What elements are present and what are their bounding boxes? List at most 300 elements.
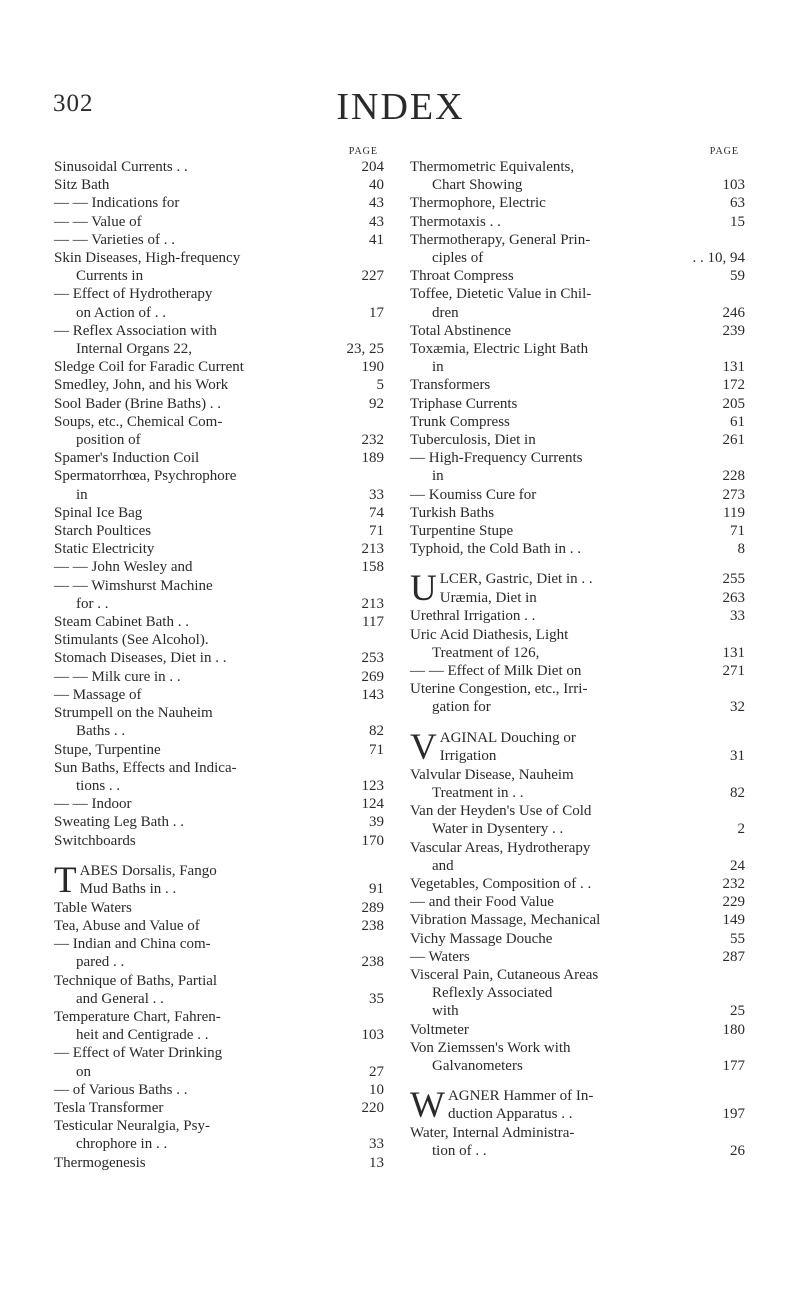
- entry-page: . . 10, 94: [692, 250, 745, 267]
- index-entry: [410, 698, 745, 716]
- entry-page: 31: [730, 747, 745, 764]
- entry-text: Thermogenesis: [54, 1154, 146, 1171]
- index-entry: [54, 795, 384, 813]
- entry-page: 39: [369, 814, 384, 831]
- entry-text: Soups, etc., Chemical Com-: [54, 413, 223, 430]
- drop-cap: U: [410, 570, 437, 608]
- entry-text: Sledge Coil for Faradic Current: [54, 359, 244, 376]
- index-entry: [54, 1099, 384, 1117]
- index-entry: [410, 267, 745, 285]
- entry-page: 40: [369, 177, 384, 194]
- entry-text: Valvular Disease, Nauheim: [410, 766, 574, 783]
- entry-text: Toxæmia, Electric Light Bath: [410, 341, 589, 358]
- entry-page: 124: [361, 796, 384, 813]
- index-entry: [410, 522, 745, 540]
- entry-page: 55: [730, 930, 745, 947]
- entry-page: 43: [369, 213, 384, 230]
- entry-text: tion of . .: [432, 1143, 487, 1160]
- index-entry: [54, 467, 384, 485]
- index-entry: [410, 802, 745, 820]
- entry-page: 43: [369, 195, 384, 212]
- entry-page: 232: [361, 432, 384, 449]
- entry-page: 117: [362, 614, 384, 631]
- entry-page: 170: [361, 832, 384, 849]
- index-entry: [410, 322, 745, 340]
- index-entry: [54, 358, 384, 376]
- entry-text: Sweating Leg Bath . .: [54, 814, 184, 831]
- index-entry: [410, 413, 745, 431]
- index-entry: [410, 930, 745, 948]
- entry-text: and: [432, 857, 454, 874]
- index-entry: [54, 540, 384, 558]
- entry-page: 213: [361, 541, 384, 558]
- entry-text: Stomach Diseases, Diet in . .: [54, 650, 227, 667]
- entry-text: Vibration Massage, Mechanical: [410, 912, 601, 929]
- lettered-section: [410, 1087, 745, 1124]
- lettered-section: [54, 862, 384, 899]
- index-entry: [54, 990, 384, 1008]
- entry-text: Tesla Transformer: [54, 1099, 164, 1116]
- entry-page: 229: [722, 894, 745, 911]
- index-entry: [54, 249, 384, 267]
- entry-page: 239: [722, 322, 745, 339]
- index-entry: [54, 613, 384, 631]
- entry-text: — Waters: [410, 948, 470, 965]
- entry-page: 13: [369, 1154, 384, 1171]
- entry-page: 10: [369, 1081, 384, 1098]
- entry-text: — Effect of Hydrotherapy: [54, 286, 213, 303]
- drop-cap: T: [54, 861, 77, 899]
- entry-text: — Massage of: [54, 686, 142, 703]
- entry-page: 227: [361, 268, 384, 285]
- entry-page: 172: [722, 377, 745, 394]
- entry-text: Thermotaxis . .: [410, 213, 501, 230]
- index-entry: [54, 741, 384, 759]
- entry-text: AGINAL Douching or: [439, 729, 576, 746]
- entry-text: Strumpell on the Nauheim: [54, 705, 213, 722]
- index-entry: [410, 395, 745, 413]
- drop-cap-lines: [80, 862, 384, 898]
- entry-text: Chart Showing: [432, 177, 523, 194]
- section-lines: [54, 899, 384, 1172]
- entry-text: Spermatorrhœa, Psychrophore: [54, 468, 237, 485]
- entry-text: Skin Diseases, High-frequency: [54, 250, 241, 267]
- entry-page: 32: [730, 699, 745, 716]
- entry-text: — — Indoor: [54, 796, 132, 813]
- entry-text: — Reflex Association with: [54, 322, 217, 339]
- index-entry: [440, 729, 745, 747]
- entry-text: in: [432, 359, 444, 376]
- index-entry: [54, 899, 384, 917]
- entry-text: — — John Wesley and: [54, 559, 193, 576]
- index-entry: [410, 1021, 745, 1039]
- entry-text: Typhoid, the Cold Bath in . .: [410, 541, 582, 558]
- index-entry: [410, 285, 745, 303]
- entry-text: LCER, Gastric, Diet in . .: [439, 571, 593, 588]
- drop-cap: V: [410, 728, 437, 766]
- entry-text: — Koumiss Cure for: [410, 486, 537, 503]
- entry-page: 131: [722, 644, 745, 661]
- entry-text: and General . .: [76, 990, 164, 1007]
- entry-page: 204: [361, 159, 384, 175]
- index-entry: [54, 972, 384, 990]
- entry-page: 253: [361, 650, 384, 667]
- entry-text: AGNER Hammer of In-: [447, 1088, 594, 1105]
- entry-text: — Effect of Water Drinking: [54, 1045, 223, 1062]
- entry-text: Uræmia, Diet in: [439, 589, 537, 606]
- section-lines: [410, 1124, 745, 1160]
- entry-text: Visceral Pain, Cutaneous Areas: [410, 966, 599, 983]
- entry-page: 5: [376, 377, 384, 394]
- entry-text: Toffee, Dietetic Value in Chil-: [410, 286, 592, 303]
- entry-text: Water, Internal Administra-: [410, 1125, 575, 1142]
- entry-page: 190: [361, 359, 384, 376]
- entry-page: 238: [361, 917, 384, 934]
- running-title: INDEX: [336, 86, 465, 128]
- index-entry: [410, 875, 745, 893]
- entry-text: — High-Frequency Currents: [410, 450, 583, 467]
- index-entry: [410, 431, 745, 449]
- section-gap: [54, 850, 384, 862]
- index-entry: [440, 589, 745, 607]
- index-entry: [54, 704, 384, 722]
- entry-page: 33: [369, 486, 384, 503]
- index-entry: [54, 449, 384, 467]
- entry-text: Triphase Currents: [410, 395, 518, 412]
- index-entry: [410, 911, 745, 929]
- entry-page: 71: [369, 523, 384, 540]
- index-entry: [410, 231, 745, 249]
- entry-page: 263: [722, 589, 745, 606]
- index-entry: [410, 1002, 745, 1020]
- index-entry: [410, 213, 745, 231]
- entry-text: Thermotherapy, General Prin-: [410, 231, 591, 248]
- entry-text: Voltmeter: [410, 1021, 469, 1038]
- entry-text: Currents in: [76, 268, 144, 285]
- entry-page: 71: [369, 741, 384, 758]
- entry-page: 271: [722, 663, 745, 680]
- entry-text: position of: [76, 432, 141, 449]
- entry-text: Irrigation: [439, 747, 497, 764]
- entry-page: 71: [730, 523, 745, 540]
- entry-text: Temperature Chart, Fahren-: [54, 1008, 221, 1025]
- index-entry: [54, 1026, 384, 1044]
- index-entry: [54, 577, 384, 595]
- index-column-left: [54, 146, 384, 1172]
- entry-page: 149: [722, 912, 745, 929]
- entry-page: 205: [722, 395, 745, 412]
- entry-page: 103: [361, 1027, 384, 1044]
- index-entry: [54, 1063, 384, 1081]
- entry-page: 246: [722, 304, 745, 321]
- index-entry: [54, 267, 384, 285]
- entry-page: 177: [722, 1057, 745, 1074]
- index-entry: [54, 1081, 384, 1099]
- entry-text: dren: [432, 304, 459, 321]
- entry-text: Turpentine Stupe: [410, 523, 514, 540]
- column-head-page: PAGE: [348, 146, 378, 157]
- entry-page: 33: [730, 608, 745, 625]
- entry-text: chrophore in . .: [76, 1136, 168, 1153]
- entry-text: on Action of . .: [76, 304, 166, 321]
- entry-text: Galvanometers: [432, 1057, 523, 1074]
- index-entry: [410, 984, 745, 1002]
- lettered-section: [410, 570, 745, 607]
- index-entry: [410, 376, 745, 394]
- index-entry: [410, 340, 745, 358]
- entry-page: 8: [737, 541, 745, 558]
- index-entry: [410, 158, 745, 176]
- entry-text: Vichy Massage Douche: [410, 930, 553, 947]
- entry-text: Urethral Irrigation . .: [410, 608, 536, 625]
- entry-text: Vegetables, Composition of . .: [410, 875, 592, 892]
- entry-page: 255: [722, 571, 745, 588]
- entry-page: 92: [369, 395, 384, 412]
- entry-page: 131: [722, 359, 745, 376]
- entry-text: Sitz Bath: [54, 177, 110, 194]
- entry-text: for . .: [76, 595, 109, 612]
- index-entry: [80, 880, 384, 898]
- index-entry: [54, 558, 384, 576]
- entry-page: 103: [722, 177, 745, 194]
- index-entry: [410, 1142, 745, 1160]
- entry-text: Internal Organs 22,: [76, 341, 192, 358]
- entry-text: ciples of: [432, 250, 484, 267]
- entry-text: Sinusoidal Currents . .: [54, 159, 188, 175]
- entry-text: Mud Baths in . .: [79, 880, 177, 897]
- index-entry: [54, 231, 384, 249]
- entry-text: Sun Baths, Effects and Indica-: [54, 759, 237, 776]
- section-gap: [410, 1075, 745, 1087]
- index-entry: [54, 917, 384, 935]
- index-entry: [54, 304, 384, 322]
- entry-page: 23, 25: [346, 341, 384, 358]
- index-entry: [410, 626, 745, 644]
- entry-page: 180: [722, 1021, 745, 1038]
- index-entry: [410, 644, 745, 662]
- index-entry: [80, 862, 384, 880]
- index-entry: [448, 1087, 745, 1105]
- entry-page: 59: [730, 268, 745, 285]
- index-entry: [410, 607, 745, 625]
- entry-page: 289: [361, 899, 384, 916]
- entry-text: Total Abstinence: [410, 322, 512, 339]
- entry-text: with: [432, 1003, 459, 1020]
- entry-page: 82: [730, 784, 745, 801]
- index-entry: [54, 1154, 384, 1172]
- index-entry: [54, 376, 384, 394]
- drop-cap: W: [410, 1087, 445, 1125]
- index-entry: [410, 1057, 745, 1075]
- index-entry: [54, 1044, 384, 1062]
- index-entry: [410, 176, 745, 194]
- index-entry: [54, 686, 384, 704]
- entry-page: 232: [722, 875, 745, 892]
- entry-text: Van der Heyden's Use of Cold: [410, 803, 592, 820]
- entry-text: — — Effect of Milk Diet on: [410, 663, 582, 680]
- entry-text: heit and Centigrade . .: [76, 1027, 209, 1044]
- index-entry: [54, 1117, 384, 1135]
- entry-page: 273: [722, 486, 745, 503]
- index-entry: [54, 285, 384, 303]
- entry-text: Stimulants (See Alcohol).: [54, 632, 209, 649]
- index-entry: [54, 832, 384, 850]
- index-entry: [54, 1008, 384, 1026]
- entry-text: Vascular Areas, Hydrotherapy: [410, 839, 591, 856]
- entry-text: Spamer's Induction Coil: [54, 450, 200, 467]
- section-lines: [410, 607, 745, 716]
- entry-text: in: [432, 468, 444, 485]
- entry-text: — — Wimshurst Machine: [54, 577, 213, 594]
- index-entry: [410, 857, 745, 875]
- index-entry: [410, 766, 745, 784]
- entry-text: Smedley, John, and his Work: [54, 377, 229, 394]
- index-column-right: [410, 146, 745, 1161]
- entry-page: 143: [361, 686, 384, 703]
- index-entry: [410, 839, 745, 857]
- index-entry: [54, 340, 384, 358]
- index-entry: [54, 935, 384, 953]
- entry-page: 158: [361, 559, 384, 576]
- entry-page: 269: [361, 668, 384, 685]
- entry-text: — — Milk cure in . .: [54, 668, 181, 685]
- entry-page: 123: [361, 777, 384, 794]
- index-entry: [410, 893, 745, 911]
- index-entry: [410, 966, 745, 984]
- index-entry: [54, 759, 384, 777]
- entry-text: Tea, Abuse and Value of: [54, 917, 200, 934]
- index-entry: [440, 747, 745, 765]
- entry-text: Static Electricity: [54, 541, 155, 558]
- index-entry: [410, 948, 745, 966]
- entry-page: 24: [730, 857, 745, 874]
- entry-page: 238: [361, 954, 384, 971]
- index-entry: [54, 953, 384, 971]
- index-entry: [54, 504, 384, 522]
- entry-page: 25: [730, 1003, 745, 1020]
- entry-page: 41: [369, 231, 384, 248]
- index-entry: [54, 322, 384, 340]
- index-entry: [54, 522, 384, 540]
- entry-text: Starch Poultices: [54, 523, 152, 540]
- index-entry: [410, 486, 745, 504]
- entry-text: Von Ziemssen's Work with: [410, 1039, 571, 1056]
- index-entry: [410, 249, 745, 267]
- index-entry: [54, 158, 384, 176]
- index-entry: [410, 194, 745, 212]
- index-entry: [440, 570, 745, 588]
- entry-text: — of Various Baths . .: [54, 1081, 188, 1098]
- entry-page: 228: [722, 468, 745, 485]
- index-entry: [410, 449, 745, 467]
- entry-page: 35: [369, 990, 384, 1007]
- entry-text: in: [76, 486, 88, 503]
- section-lines: [410, 766, 745, 1075]
- index-entry: [410, 820, 745, 838]
- entry-text: ABES Dorsalis, Fango: [79, 862, 217, 879]
- entry-text: Treatment in . .: [432, 784, 524, 801]
- drop-cap-lines: [448, 1087, 745, 1123]
- index-entry: [410, 680, 745, 698]
- entry-text: Transformers: [410, 377, 491, 394]
- entry-text: Turkish Baths: [410, 504, 495, 521]
- entry-text: — Indian and China com-: [54, 936, 211, 953]
- entry-text: — — Value of: [54, 213, 142, 230]
- entry-text: Spinal Ice Bag: [54, 504, 143, 521]
- entry-page: 197: [722, 1106, 745, 1123]
- entry-text: duction Apparatus . .: [447, 1106, 573, 1123]
- entry-page: 33: [369, 1136, 384, 1153]
- drop-cap-lines: [440, 570, 745, 606]
- entry-page: 61: [730, 413, 745, 430]
- entry-page: 27: [369, 1063, 384, 1080]
- entry-text: Water in Dysentery . .: [432, 821, 564, 838]
- entry-page: 287: [722, 948, 745, 965]
- entry-page: 213: [361, 595, 384, 612]
- index-entry: [54, 813, 384, 831]
- section-gap: [410, 717, 745, 729]
- entry-text: Technique of Baths, Partial: [54, 972, 218, 989]
- index-entry: [410, 784, 745, 802]
- entry-page: 15: [730, 213, 745, 230]
- entry-text: Sool Bader (Brine Baths) . .: [54, 395, 222, 412]
- index-entry: [410, 304, 745, 322]
- entry-text: Thermometric Equivalents,: [410, 159, 575, 175]
- entry-text: Uterine Congestion, etc., Irri-: [410, 681, 588, 698]
- index-entry: [448, 1105, 745, 1123]
- entry-page: 63: [730, 195, 745, 212]
- entry-text: Baths . .: [76, 723, 126, 740]
- entry-text: Thermophore, Electric: [410, 195, 546, 212]
- lettered-section: [410, 729, 745, 766]
- entry-text: Uric Acid Diathesis, Light: [410, 626, 569, 643]
- index-entry: [54, 431, 384, 449]
- entry-text: Throat Compress: [410, 268, 514, 285]
- entry-text: Tuberculosis, Diet in: [410, 432, 536, 449]
- index-entry: [54, 176, 384, 194]
- entry-text: Treatment of 126,: [432, 644, 540, 661]
- entry-text: on: [76, 1063, 91, 1080]
- index-entry: [54, 668, 384, 686]
- entry-text: — and their Food Value: [410, 894, 554, 911]
- drop-cap-lines: [440, 729, 745, 765]
- index-entry: [410, 504, 745, 522]
- index-entry: [54, 194, 384, 212]
- entry-page: 82: [369, 723, 384, 740]
- index-entry: [54, 595, 384, 613]
- page-header: [0, 88, 801, 132]
- index-entry: [54, 649, 384, 667]
- entry-text: gation for: [432, 699, 491, 716]
- entry-text: — — Indications for: [54, 195, 180, 212]
- index-entry: [410, 467, 745, 485]
- index-entry: [410, 1039, 745, 1057]
- entry-page: 74: [369, 504, 384, 521]
- index-entry: [54, 213, 384, 231]
- index-entry: [54, 722, 384, 740]
- entry-page: 189: [361, 450, 384, 467]
- entry-text: tions . .: [76, 777, 121, 794]
- entry-page: 119: [723, 504, 745, 521]
- entry-page: 26: [730, 1143, 745, 1160]
- entry-page: 261: [722, 432, 745, 449]
- entry-text: Trunk Compress: [410, 413, 510, 430]
- entry-page: 2: [737, 821, 745, 838]
- index-entry: [410, 662, 745, 680]
- column-head-page: PAGE: [709, 146, 739, 157]
- index-entry: [410, 358, 745, 376]
- entry-page: 91: [369, 880, 384, 897]
